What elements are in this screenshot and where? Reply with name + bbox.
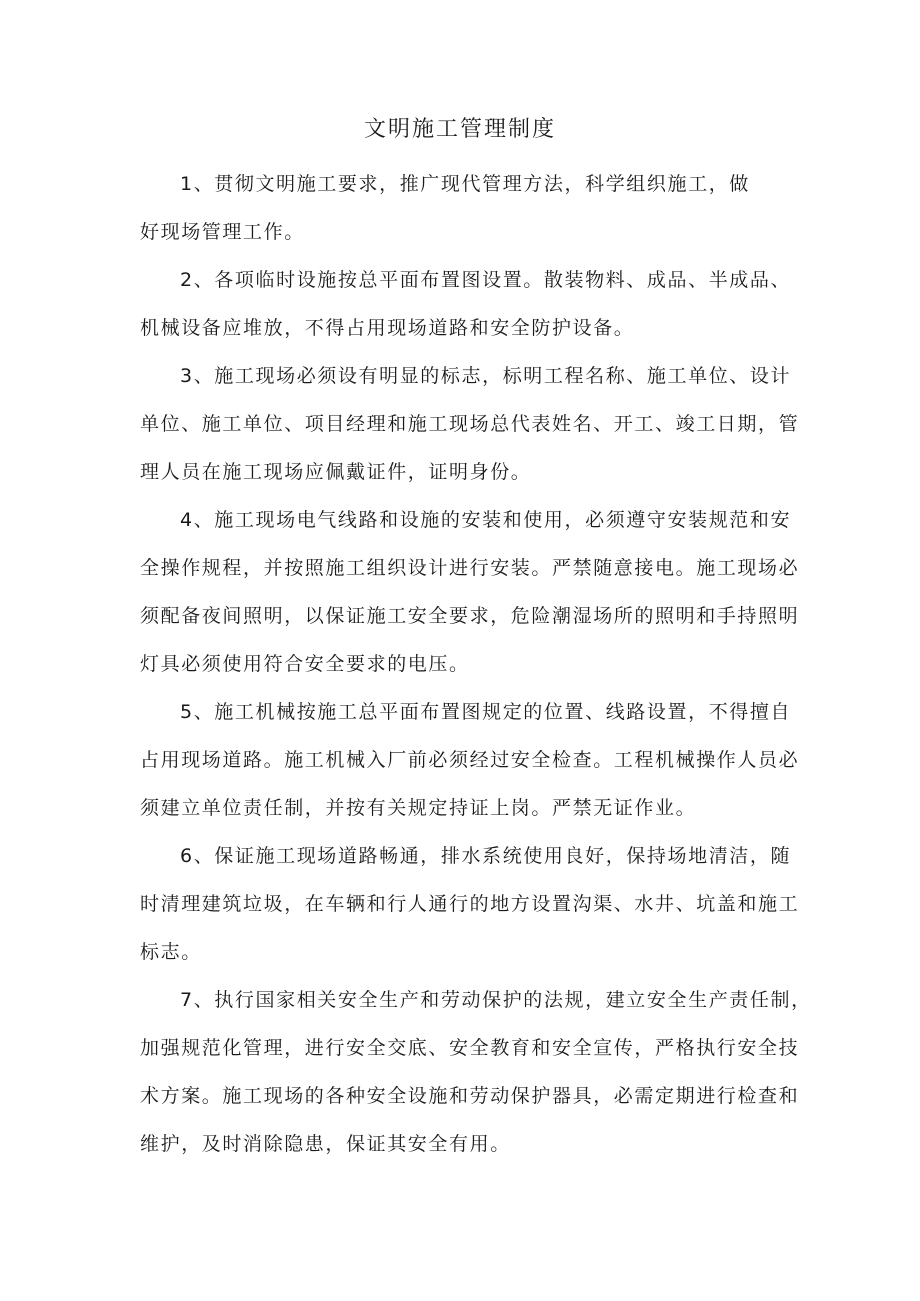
document-title: 文明施工管理制度 xyxy=(363,117,556,142)
paragraph-line: 灯具必须使用符合安全要求的电压。 xyxy=(140,653,470,675)
paragraph-5 xyxy=(140,688,800,832)
document-body xyxy=(140,160,812,1168)
paragraph-line: 维护，及时消除隐患，保证其安全有用。 xyxy=(140,1133,511,1155)
paragraph-line: 单位、施工单位、项目经理和施工现场总代表姓名、开工、竣工日期，管 xyxy=(140,413,800,435)
paragraph-line: 6、保证施工现场道路畅通，排水系统使用良好，保持场地清洁，随 xyxy=(180,845,792,867)
paragraph-line: 占用现场道路。施工机械入厂前必须经过安全检查。工程机械操作人员必 xyxy=(140,749,800,771)
paragraph-line: 加强规范化管理，进行安全交底、安全教育和安全宣传，严格执行安全技 xyxy=(140,1037,800,1059)
paragraph-4 xyxy=(140,496,800,688)
paragraph-line: 3、施工现场必须设有明显的标志，标明工程名称、施工单位、设计 xyxy=(180,365,792,387)
paragraph-2 xyxy=(140,256,790,352)
paragraph-3 xyxy=(140,352,800,496)
paragraph-7 xyxy=(140,976,812,1168)
paragraph-line: 5、施工机械按施工总平面布置图规定的位置、线路设置，不得擅自 xyxy=(180,701,792,723)
paragraph-line: 2、各项临时设施按总平面布置图设置。散装物料、成品、半成品、 xyxy=(180,269,792,291)
paragraph-line: 须配备夜间照明，以保证施工安全要求，危险潮湿场所的照明和手持照明 xyxy=(140,605,800,627)
paragraph-line: 机械设备应堆放，不得占用现场道路和安全防护设备。 xyxy=(140,317,635,339)
paragraph-line: 全操作规程，并按照施工组织设计进行安装。严禁随意接电。施工现场必 xyxy=(140,557,800,579)
paragraph-line: 1、贯彻文明施工要求，推广现代管理方法，科学组织施工，做 xyxy=(180,173,750,195)
paragraph-line: 好现场管理工作。 xyxy=(140,221,305,243)
paragraph-line: 时清理建筑垃圾，在车辆和行人通行的地方设置沟渠、水井、坑盖和施工 xyxy=(140,893,800,915)
paragraph-line: 理人员在施工现场应佩戴证件，证明身份。 xyxy=(140,461,532,483)
paragraph-line: 7、执行国家相关安全生产和劳动保护的法规，建立安全生产责任制， xyxy=(180,989,812,1011)
paragraph-line: 标志。 xyxy=(140,941,202,963)
paragraph-line: 4、施工现场电气线路和设施的安装和使用，必须遵守安装规范和安 xyxy=(180,509,792,531)
paragraph-line: 须建立单位责任制，并按有关规定持证上岗。严禁无证作业。 xyxy=(140,797,697,819)
paragraph-6 xyxy=(140,832,800,976)
paragraph-1 xyxy=(140,160,790,256)
paragraph-line: 术方案。施工现场的各种安全设施和劳动保护器具，必需定期进行检查和 xyxy=(140,1085,800,1107)
